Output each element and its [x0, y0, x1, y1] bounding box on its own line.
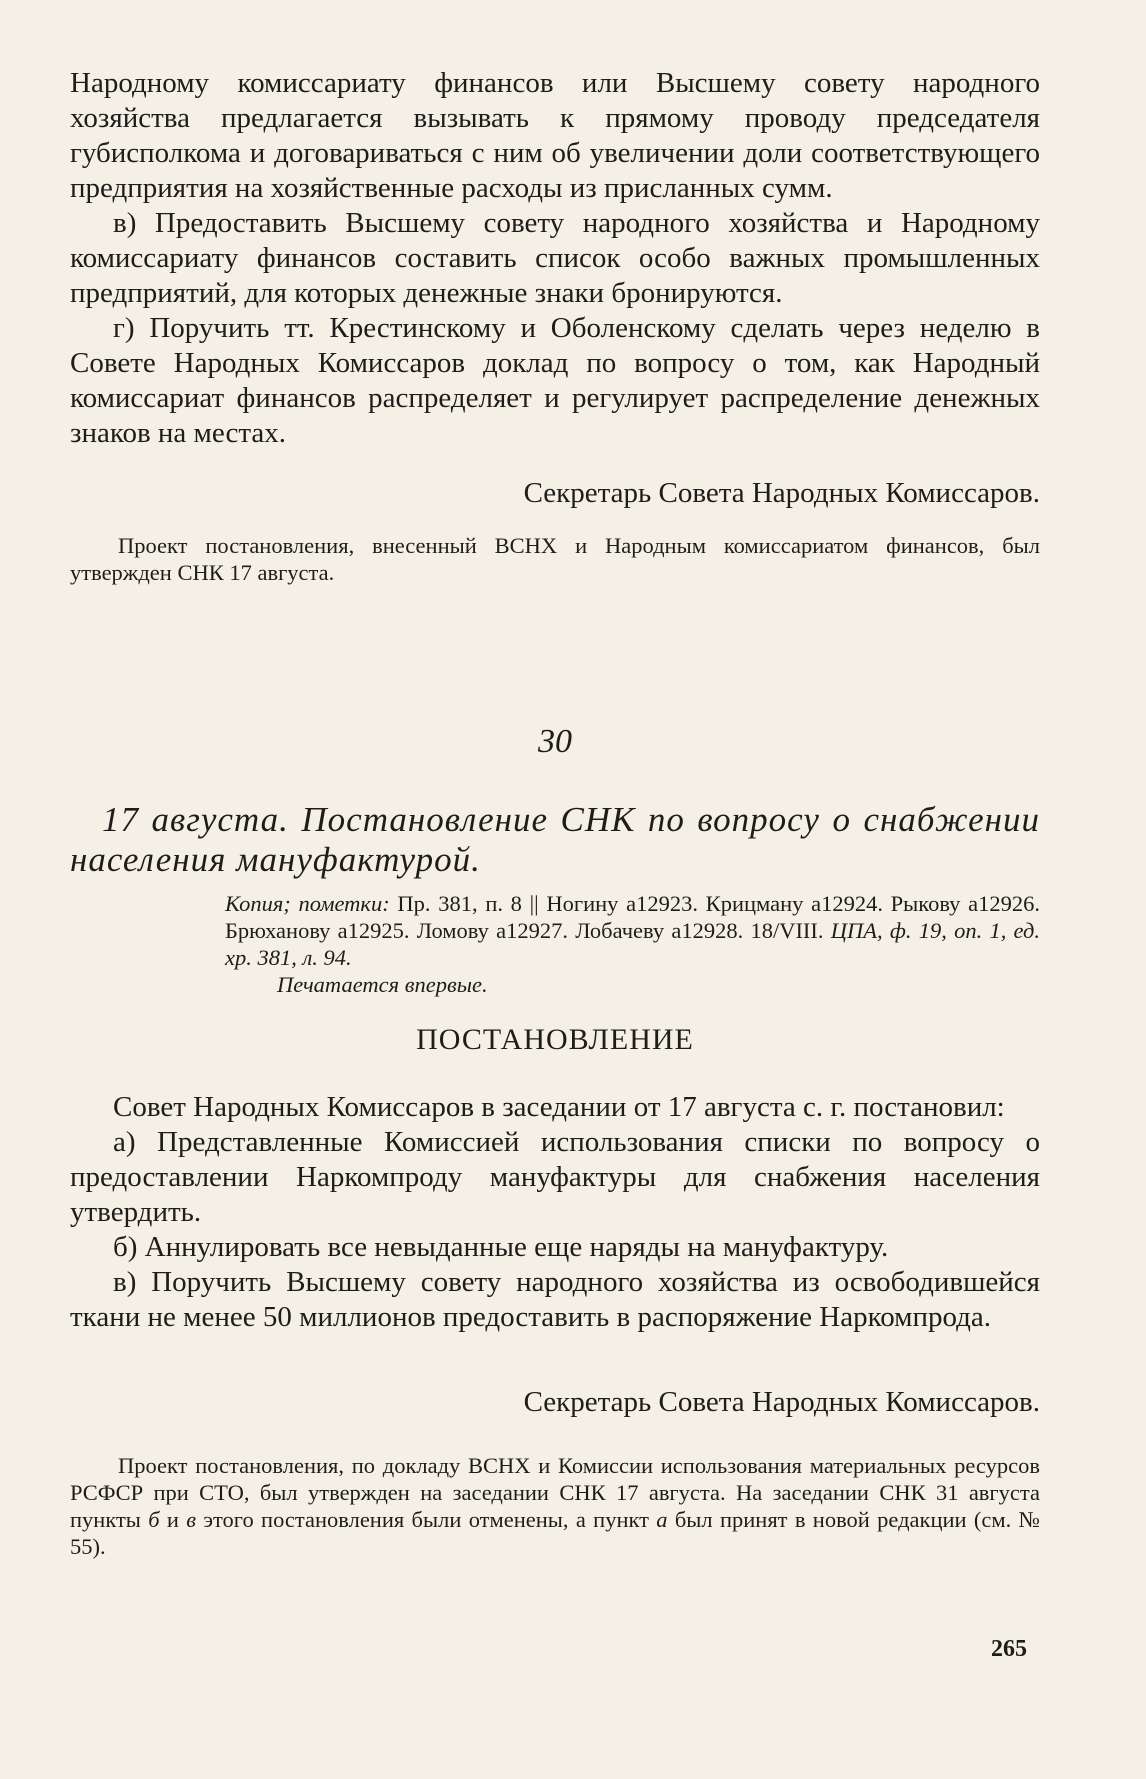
paragraph-item-a: а) Представленные Комиссией использования списки по вопросу о предоставлении Наркомпроду мануфактуры для снабжения населения утвердить. [70, 1126, 1040, 1228]
note-2-letter-b: б [148, 1507, 160, 1532]
note-2-letter-v: в [186, 1507, 197, 1532]
note-1-text: Проект постановления, внесенный ВСНХ и Народным комиссариатом финансов, был утвержден СНК 17 августа. [70, 533, 1040, 585]
document-title-text: 17 августа. Постановление СНК по вопросу о снабжении населения мануфактурой. [70, 800, 1040, 879]
paragraph-preamble: Совет Народных Комиссаров в заседании от 17 августа с. г. постановил: [113, 1091, 1005, 1123]
note-2-part-2: и [159, 1507, 187, 1532]
note-2-text [70, 1452, 1040, 1560]
document-title [70, 800, 1040, 880]
note-2-part-1: Проект постановления, по докладу ВСНХ и Комиссии использования материальных ресурсов РСФСР при СТО, был утвержден на заседании СНК 17 августа. На заседании СНК 31 августа пункты [70, 1453, 1040, 1532]
signature-2: Секретарь Совета Народных Комиссаров. [523, 1386, 1040, 1418]
resolution-body [70, 1090, 1040, 1335]
paragraph-item-v2: в) Поручить Высшему совету народного хозяйства из освободившейся ткани не менее 50 миллионов предоставить в распоряжение Наркомпрода. [70, 1266, 1040, 1333]
note-2-part-3: этого постановления были отменены, а пункт [196, 1507, 657, 1532]
editorial-note-2 [70, 1452, 1040, 1560]
paragraph-continuation: Народному комиссариату финансов или Высшему совету народного хозяйства предлагается вызывать к прямому проводу председателя губисполкома и договариваться с ним об увеличении доли соответствующего предприятия на хозяйственные расходы из присланных сумм. [70, 67, 1040, 204]
page-number: 265 [991, 1636, 1027, 1662]
document-number [70, 722, 1040, 762]
note-2-letter-a: а [656, 1507, 668, 1532]
archival-metadata [225, 890, 1040, 998]
document-number-text: 30 [538, 723, 572, 760]
editorial-note-1 [70, 532, 1040, 586]
paragraph-item-v: в) Предоставить Высшему совету народного хозяйства и Народному комиссариату финансов составить список особо важных промышленных предприятий, для которых денежные знаки бронируются. [70, 207, 1040, 309]
note-2-part-4: был принят в новой редакции (см. № 55). [70, 1507, 1041, 1559]
continuation-block [70, 66, 1040, 451]
meta-archive: ЦПА, ф. 19, оп. 1, ед. хр. 381, л. 94. [225, 918, 1040, 970]
heading-text: ПОСТАНОВЛЕНИЕ [416, 1023, 694, 1056]
paragraph-item-b: б) Аннулировать все невыданные еще наряды на мануфактуру. [113, 1231, 889, 1263]
signature-1: Секретарь Совета Народных Комиссаров. [523, 477, 1040, 509]
section-heading [70, 1022, 1040, 1058]
meta-printed: Печатается впервые. [277, 972, 488, 997]
meta-body: Пр. 381, п. 8 || Ногину а12923. Крицману а12924. Рыкову а12926. Брюханову а12925. Ломову а12927. Лобачеву а12928. 18/VIII. [225, 891, 1040, 943]
meta-prefix: Копия; пометки: [225, 891, 390, 916]
paragraph-item-g: г) Поручить тт. Крестинскому и Оболенскому сделать через неделю в Совете Народных Комиссаров доклад по вопросу о том, как Народный комиссариат финансов распределяет и регулирует распределение денежных знаков на местах. [70, 312, 1040, 449]
